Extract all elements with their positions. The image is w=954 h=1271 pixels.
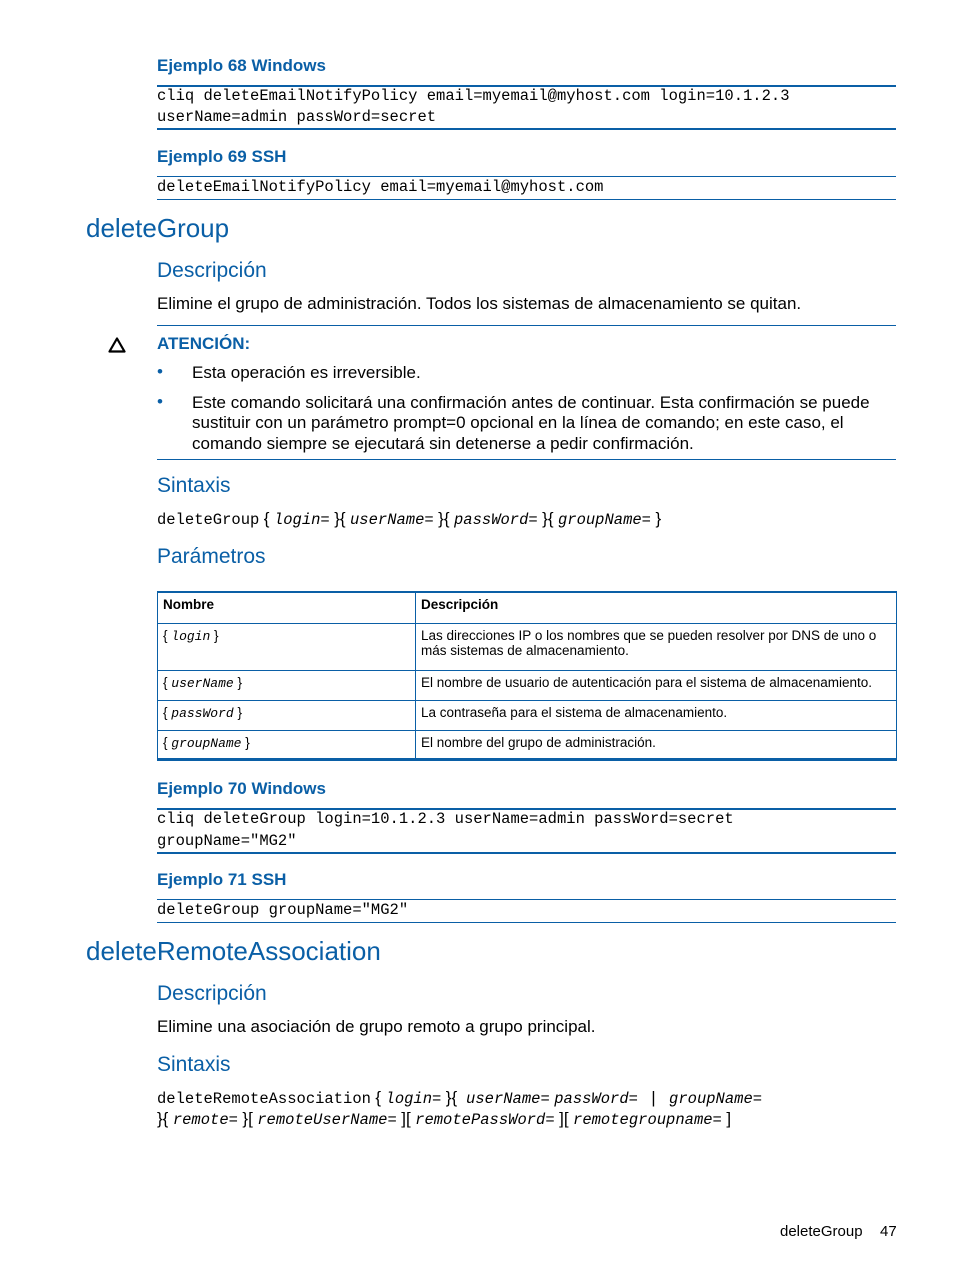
bullet-icon: • bbox=[157, 362, 163, 381]
syntax-param: passWord= bbox=[453, 511, 538, 529]
example-68-title: Ejemplo 68 Windows bbox=[157, 56, 326, 75]
syntax-param: passWord= bbox=[554, 1090, 638, 1108]
section-heading-deletegroup: deleteGroup bbox=[86, 213, 230, 243]
footer-section: deleteGroup bbox=[780, 1223, 863, 1240]
table-header-name: Nombre bbox=[158, 592, 416, 624]
param-name: login bbox=[171, 629, 211, 644]
syntax-param: userName= bbox=[350, 511, 434, 529]
code-line: cliq deleteEmailNotifyPolicy email=myemail@myhost.com login=10.1.2.3 bbox=[157, 87, 790, 105]
syntax-param: remotegroupname= bbox=[573, 1111, 722, 1129]
attention-label: ATENCIÓN: bbox=[157, 334, 251, 353]
syntax-command: deleteRemoteAssociation bbox=[157, 1090, 371, 1108]
bullet-text: Esta operación es irreversible. bbox=[192, 363, 421, 382]
example-71-title: Ejemplo 71 SSH bbox=[157, 870, 287, 889]
syntax-param: login= bbox=[385, 1090, 442, 1108]
table-header-description: Descripción bbox=[416, 592, 897, 624]
divider bbox=[157, 852, 896, 854]
param-desc: El nombre de usuario de autenticación para el sistema de almacenamiento. bbox=[416, 671, 897, 701]
example-69-title: Ejemplo 69 SSH bbox=[157, 147, 287, 166]
subheading-description: Descripción bbox=[157, 259, 267, 282]
syntax-param: userName= bbox=[466, 1090, 550, 1108]
bullet-text: comando siempre se ejecutará sin detenerse a pedir confirmación. bbox=[192, 434, 694, 453]
code-line: deleteEmailNotifyPolicy email=myemail@myhost.com bbox=[157, 178, 604, 196]
bullet-icon: • bbox=[157, 392, 163, 411]
table-row: { passWord } La contraseña para el sistema de almacenamiento. bbox=[158, 701, 897, 731]
divider bbox=[157, 128, 896, 130]
subheading-syntax: Sintaxis bbox=[157, 474, 231, 497]
divider bbox=[157, 199, 896, 200]
syntax-line: deleteGroup { login= }{ userName= }{ passWord= }{ groupName= } bbox=[157, 509, 662, 529]
syntax-line: deleteRemoteAssociation { login= }{ userName= passWord= | groupName= bbox=[157, 1088, 763, 1108]
table-row: { groupName } El nombre del grupo de administración. bbox=[158, 731, 897, 760]
parameters-table bbox=[157, 591, 897, 761]
table-row: { login } Las direcciones IP o los nombres que se pueden resolver por DNS de uno o más sistemas de almacenamiento. bbox=[158, 624, 897, 671]
example-70-title: Ejemplo 70 Windows bbox=[157, 779, 326, 798]
description-text: Elimine el grupo de administración. Todos los sistemas de almacenamiento se quitan. bbox=[157, 294, 802, 313]
syntax-param: login= bbox=[273, 511, 330, 529]
syntax-param: remotePassWord= bbox=[415, 1111, 555, 1129]
param-desc: Las direcciones IP o los nombres que se pueden resolver por DNS de uno o bbox=[421, 628, 877, 643]
syntax-command: deleteGroup bbox=[157, 511, 260, 529]
divider bbox=[157, 459, 896, 460]
code-line: groupName="MG2" bbox=[157, 832, 297, 850]
divider bbox=[157, 325, 896, 326]
syntax-param: groupName= bbox=[557, 511, 651, 529]
divider bbox=[157, 176, 896, 177]
code-line: deleteGroup groupName="MG2" bbox=[157, 901, 409, 919]
param-desc: más sistemas de almacenamiento. bbox=[421, 643, 629, 658]
bullet-text: sustituir con un parámetro prompt=0 opcional en la línea de comando; en este caso, el bbox=[192, 413, 844, 432]
syntax-line: }{ remote= }[ remoteUserName= ][ remotePassWord= ][ remotegroupname= ] bbox=[157, 1109, 732, 1129]
param-desc: El nombre del grupo de administración. bbox=[416, 731, 897, 760]
divider bbox=[157, 922, 896, 923]
syntax-param: remote= bbox=[172, 1111, 238, 1129]
code-line: cliq deleteGroup login=10.1.2.3 userName=admin passWord=secret bbox=[157, 810, 734, 828]
syntax-param: remoteUserName= bbox=[257, 1111, 397, 1129]
subheading-description: Descripción bbox=[157, 982, 267, 1005]
bullet-text: Este comando solicitará una confirmación antes de continuar. Esta confirmación se puede bbox=[192, 393, 870, 412]
param-desc: La contraseña para el sistema de almacenamiento. bbox=[416, 701, 897, 731]
syntax-param: groupName= bbox=[669, 1090, 763, 1108]
section-heading-deleteremoteassociation: deleteRemoteAssociation bbox=[86, 936, 381, 966]
warning-icon bbox=[108, 337, 126, 358]
param-name: passWord bbox=[171, 706, 234, 721]
table-row: { userName } El nombre de usuario de autenticación para el sistema de almacenamiento. bbox=[158, 671, 897, 701]
param-name: userName bbox=[171, 676, 234, 691]
description-text: Elimine una asociación de grupo remoto a grupo principal. bbox=[157, 1017, 596, 1036]
subheading-syntax: Sintaxis bbox=[157, 1053, 231, 1076]
subheading-parameters: Parámetros bbox=[157, 545, 266, 568]
divider bbox=[157, 899, 896, 900]
page-number: 47 bbox=[880, 1223, 897, 1240]
param-name: groupName bbox=[171, 736, 242, 751]
code-line: userName=admin passWord=secret bbox=[157, 108, 437, 126]
